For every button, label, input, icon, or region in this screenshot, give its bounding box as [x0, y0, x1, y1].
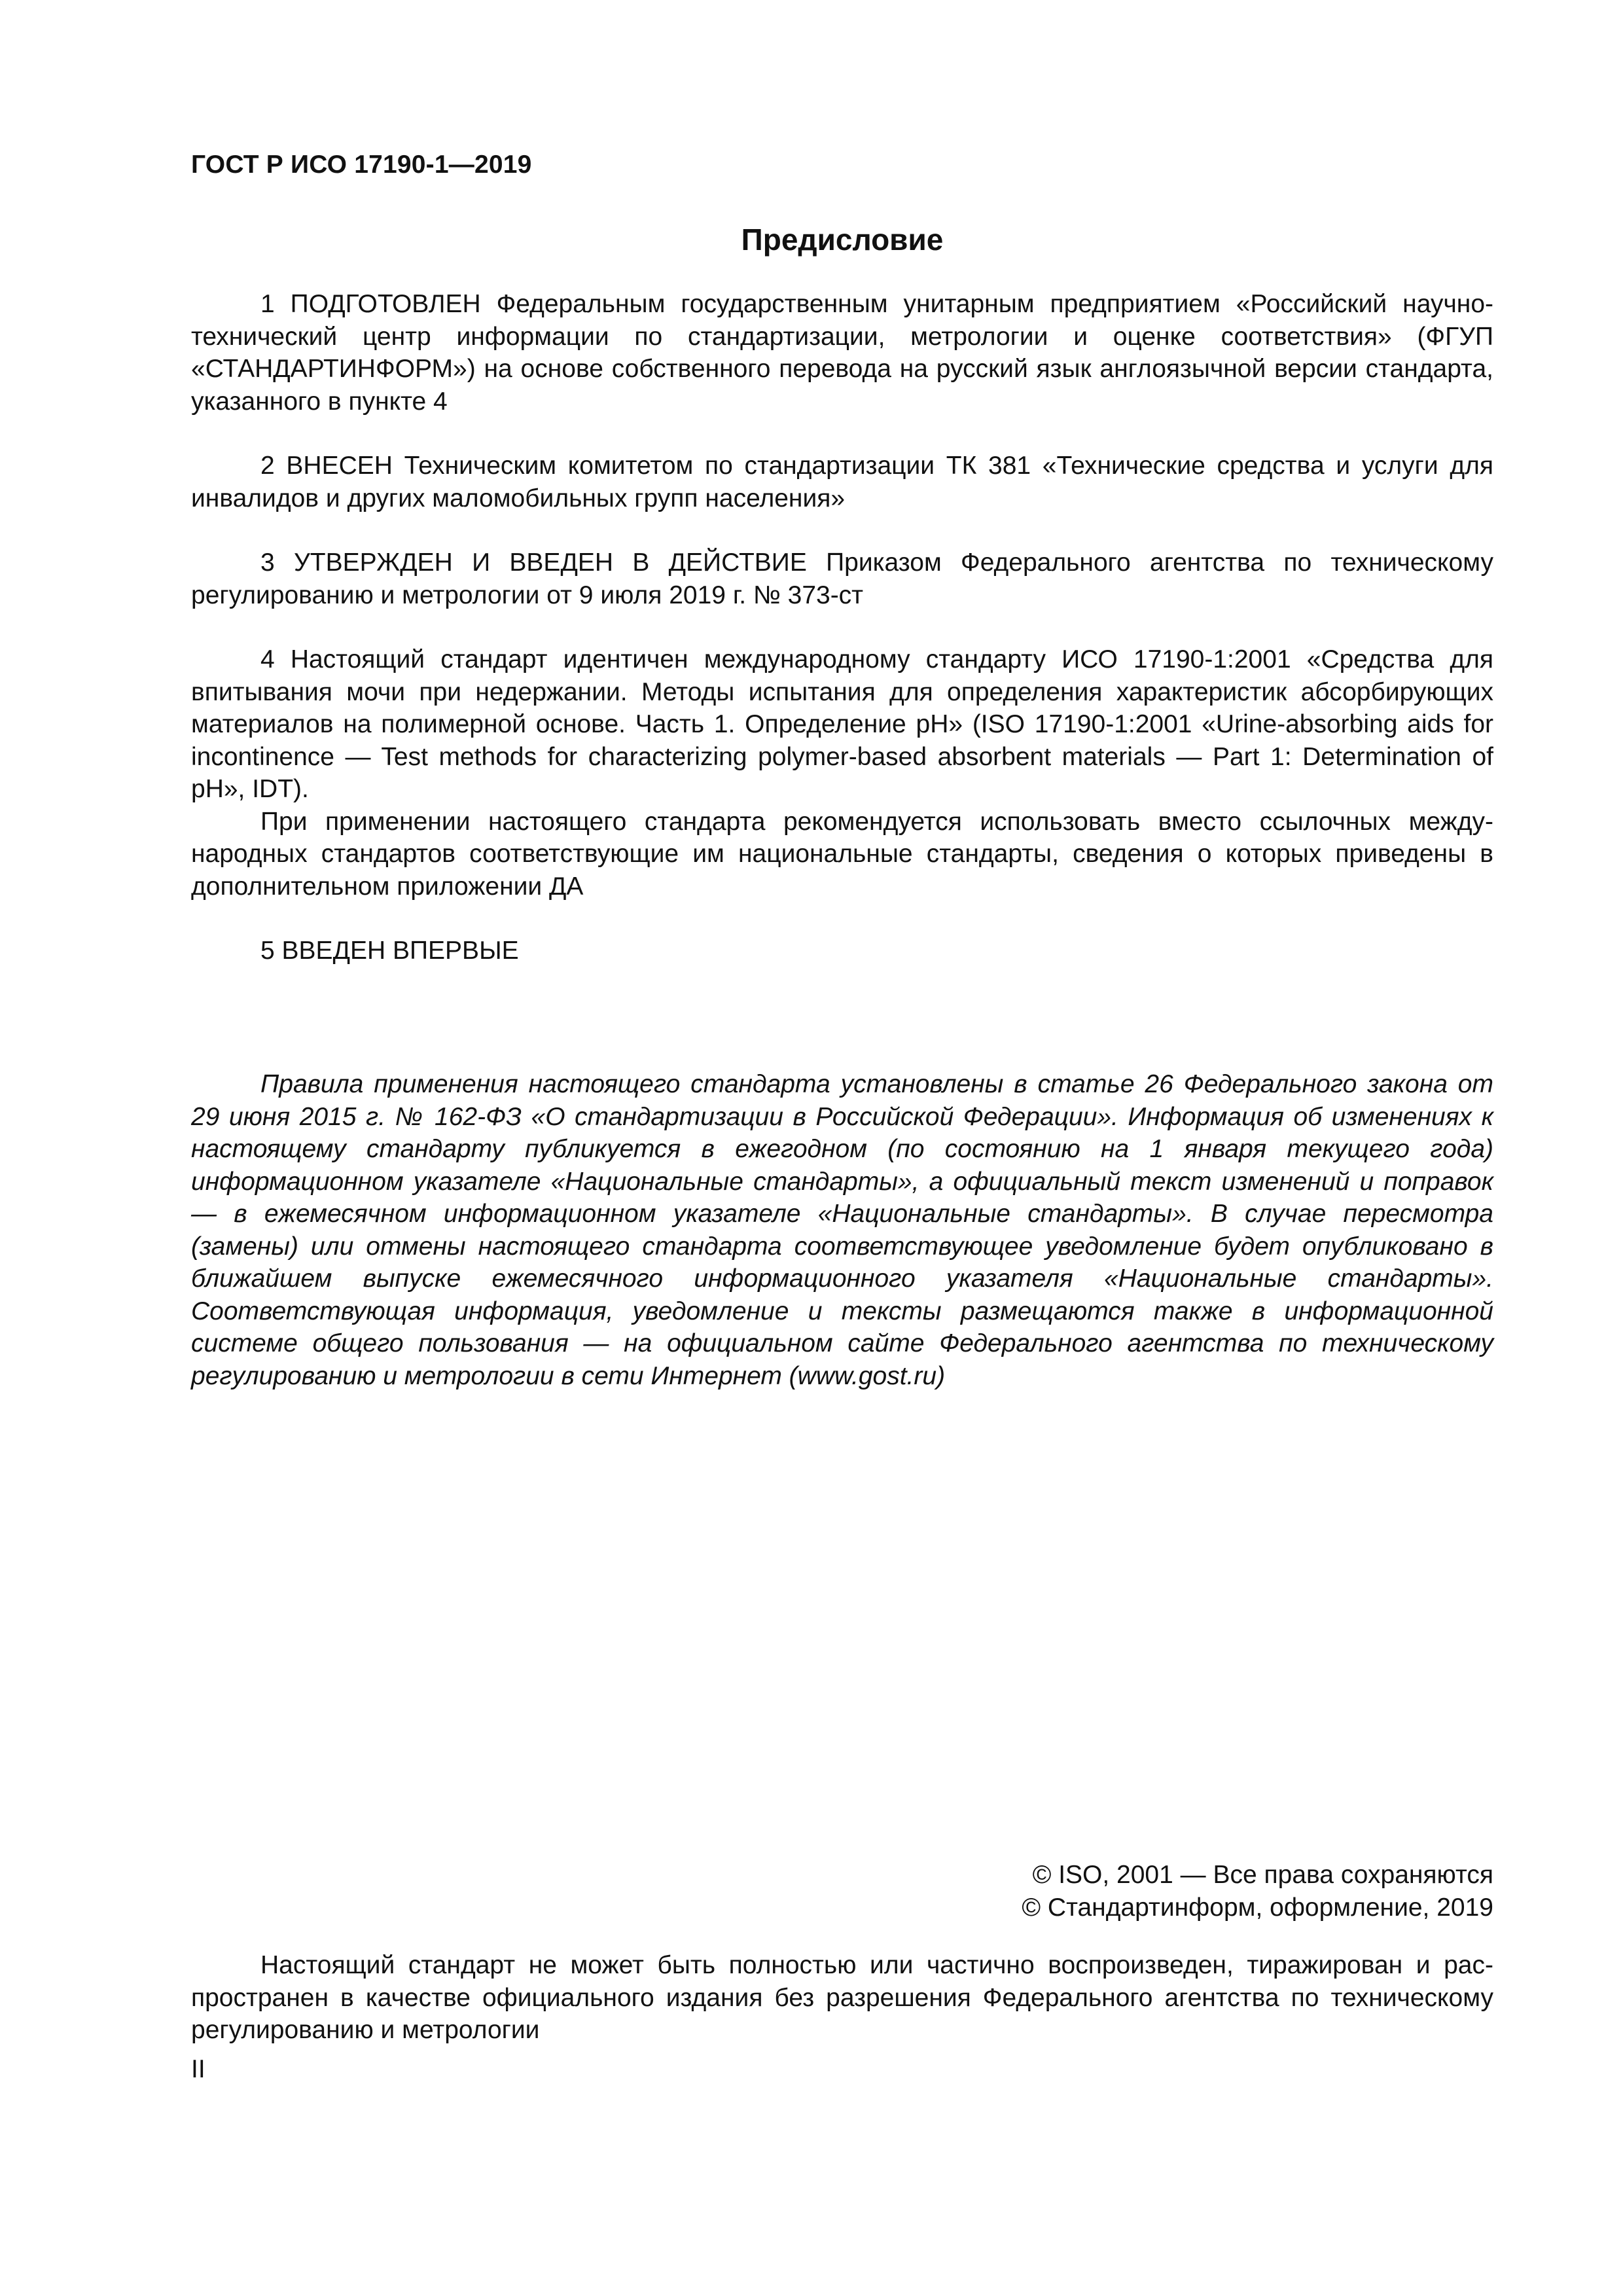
- application-rules: [191, 1068, 1493, 1392]
- reproduction-notice: Настоящий стандарт не может быть полностью или частично воспроизведен, тиражирован и распространен в качестве официального издания без разрешения Федерального агентства по техническому регулированию и метрологии: [191, 1951, 1493, 2044]
- copyright-block: [1022, 1859, 1493, 1924]
- reproduction-notice-block: [191, 1949, 1493, 2047]
- foreword-item-3: 3 УТВЕРЖДЕН И ВВЕДЕН В ДЕЙСТВИЕ Приказом Федерального агентства по техническому регулированию и метрологии от 9 июля 2019 г. № 373-ст: [191, 548, 1493, 609]
- foreword-item-1: 1 ПОДГОТОВЛЕН Федеральным государственным унитарным предприятием «Российский научно-технический центр информации по стандартизации, метрологии и оценке соответствия» (ФГУП «СТАНДАРТИНФОРМ») на основе собственного перевода на русский язык англоязычной версии стандарта, указанного в пункте 4: [191, 290, 1493, 416]
- copyright-standartinform: © Стандартинформ, оформление, 2019: [1022, 1893, 1493, 1922]
- foreword-item-5: 5 ВВЕДЕН ВПЕРВЫЕ: [260, 937, 519, 965]
- copyright-iso: © ISO, 2001 — Все права сохраняются: [1032, 1861, 1493, 1889]
- foreword-item-4-note: При применении настоящего стандарта рекомендуется использовать вместо ссылочных международных стандартов соответствующие им национальные стандарты, сведения о которых приведены в дополнительном приложении ДА: [191, 807, 1493, 901]
- page-title: Предисловие: [741, 223, 944, 257]
- foreword-item-4: 4 Настоящий стандарт идентичен международному стандарту ИСО 17190-1:2001 «Средства для впитывания мочи при недержании. Методы испытания для определения характеристик абсорбирующих материалов на полимерной основе. Часть 1. Определение pH» (ISO 17190-1:2001 «Urine-absorbing aids for incontinence — Test methods for characterizing polymer-based absorbent materials — Part 1: Determination of pH», IDT).: [191, 645, 1493, 803]
- foreword-item-2: 2 ВНЕСЕН Техническим комитетом по стандартизации ТК 381 «Технические средства и услуги для инвалидов и других маломобильных групп населения»: [191, 452, 1493, 512]
- foreword-body: [191, 288, 1493, 967]
- page-number: II: [191, 2055, 205, 2083]
- document-code: ГОСТ Р ИСО 17190-1—2019: [191, 151, 532, 179]
- application-rules-text: Правила применения настоящего стандарта установлены в статье 26 Федерального закона от 29 июня 2015 г. № 162-ФЗ «О стандартизации в Российской Федерации». Информация об изменениях к настоящему стандарту публикуется в ежегодном (по состоянию на 1 января текущего года) информационном указателе «Национальные стандарты», а официальный текст изменений и поправок — в ежемесячном информационном указателе «Национальные стандарты». В случае пересмотра (замены) или отмены настоящего стандарта соответствующее уведомление будет опубликовано в ближайшем выпуске ежемесячного информационного указателя «Национальные стандарты». Соответствующая информация, уведомление и тексты размещаются также в информационной системе общего пользования — на официальном сайте Федерального агентства по техническому регулированию и метрологии в сети Интернет (www.gost.ru): [191, 1070, 1493, 1390]
